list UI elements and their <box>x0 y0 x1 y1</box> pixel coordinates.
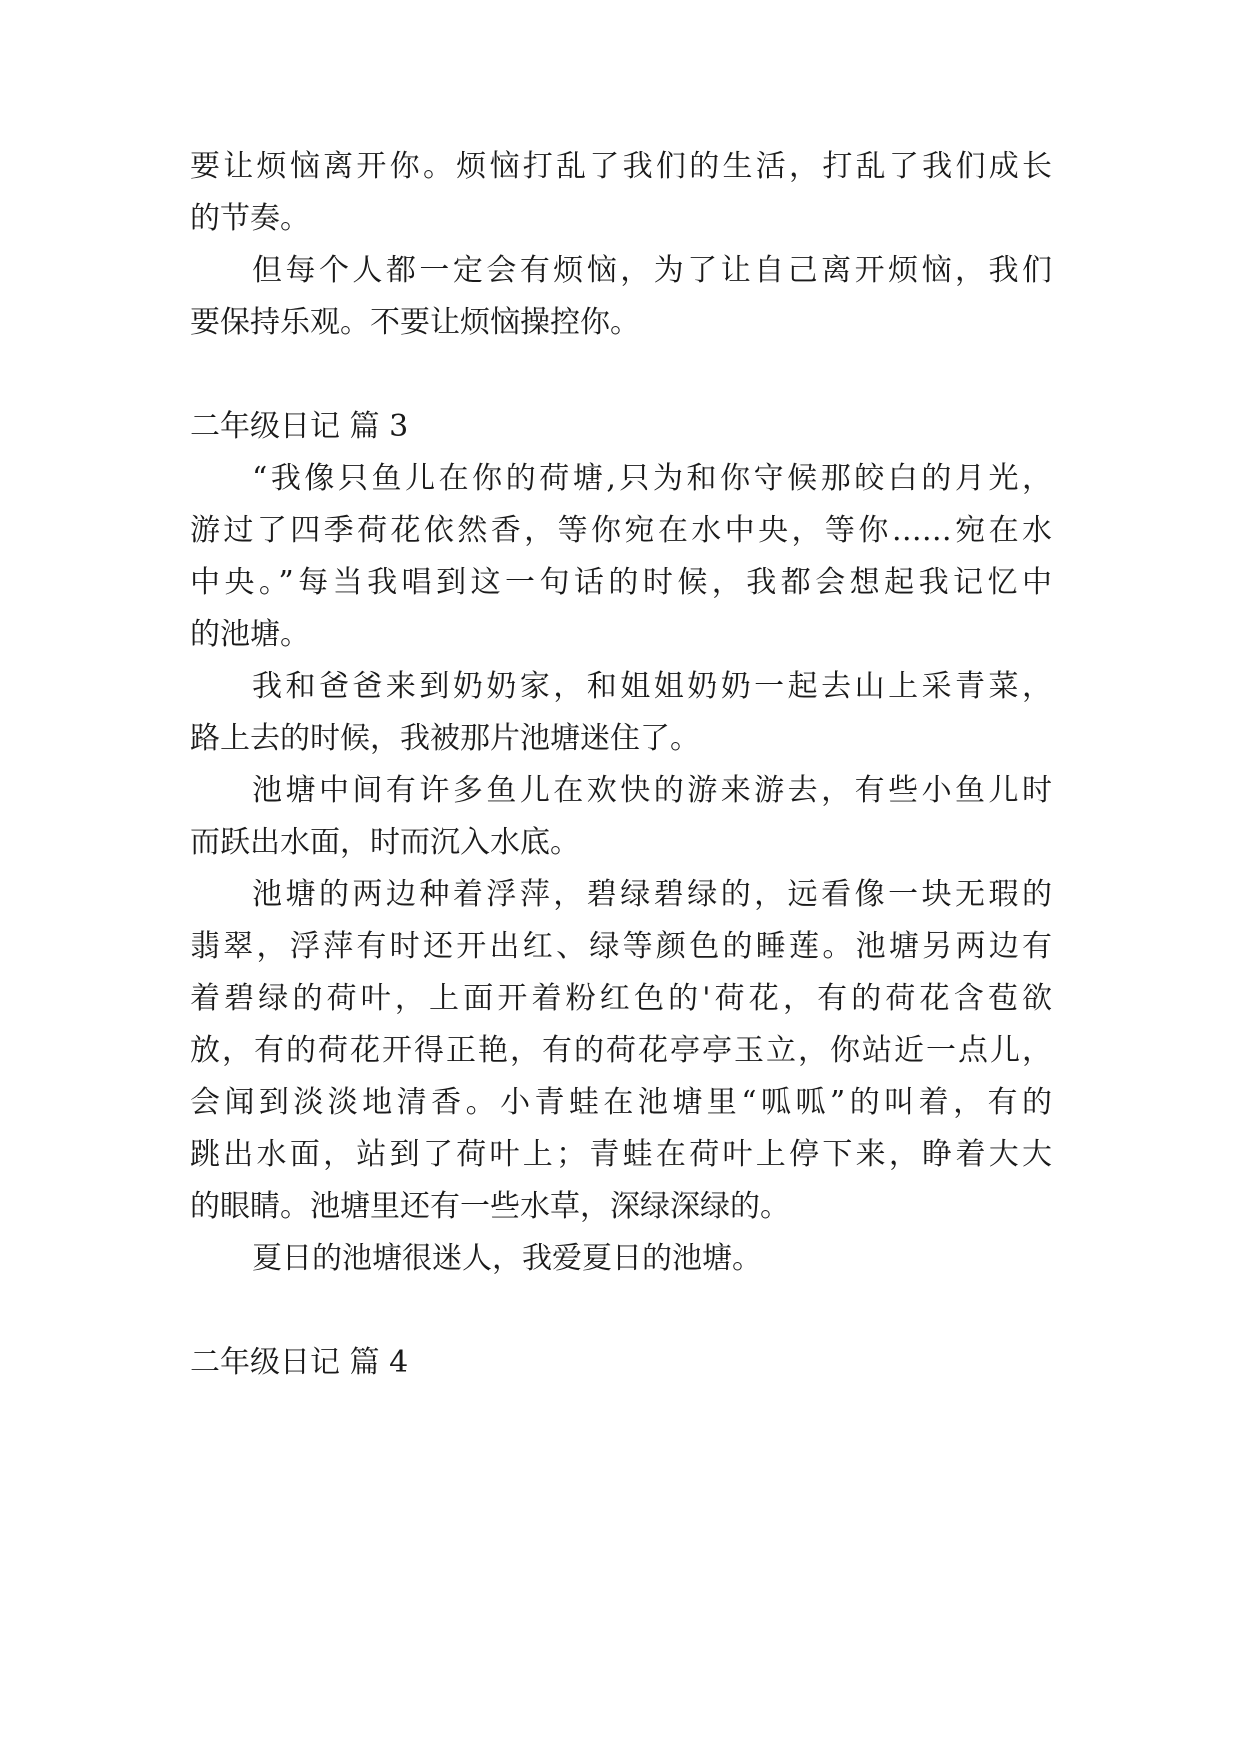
text-line: 的池塘。 <box>190 617 310 652</box>
text-line: 而跃出水面，时而沉入水底。 <box>190 825 580 860</box>
text-line: 要保持乐观。不要让烦恼操控你。 <box>190 305 640 340</box>
section-heading: 二年级日记 篇 3 <box>190 409 409 444</box>
text-line: 游过了四季荷花依然香，等你宛在水中央，等你……宛在水 <box>190 513 1052 548</box>
text-line: “我像只鱼儿在你的荷塘,只为和你守候那皎白的月光， <box>252 461 1052 496</box>
text-line: 的节奏。 <box>190 201 310 236</box>
text-line: 池塘中间有许多鱼儿在欢快的游来游去，有些小鱼儿时 <box>252 773 1052 808</box>
text-line: 的眼睛。池塘里还有一些水草，深绿深绿的。 <box>190 1189 790 1224</box>
text-line: 池塘的两边种着浮萍，碧绿碧绿的，远看像一块无瑕的 <box>252 877 1052 912</box>
text-line: 路上去的时候，我被那片池塘迷住了。 <box>190 721 700 756</box>
text-line: 我和爸爸来到奶奶家，和姐姐奶奶一起去山上采青菜， <box>252 669 1052 704</box>
text-line: 要让烦恼离开你。烦恼打乱了我们的生活，打乱了我们成长 <box>190 149 1052 184</box>
text-line: 会闻到淡淡地清香。小青蛙在池塘里“呱呱”的叫着，有的 <box>190 1085 1052 1120</box>
text-line: 翡翠，浮萍有时还开出红、绿等颜色的睡莲。池塘另两边有 <box>190 929 1052 964</box>
text-line: 跳出水面，站到了荷叶上；青蛙在荷叶上停下来，睁着大大 <box>190 1137 1052 1172</box>
text-line: 中央。”每当我唱到这一句话的时候，我都会想起我记忆中 <box>190 565 1052 600</box>
section-heading: 二年级日记 篇 4 <box>190 1345 409 1380</box>
text-line: 夏日的池塘很迷人，我爱夏日的池塘。 <box>252 1241 762 1276</box>
text-line: 但每个人都一定会有烦恼，为了让自己离开烦恼，我们 <box>252 253 1052 288</box>
text-line: 着碧绿的荷叶，上面开着粉红色的'荷花，有的荷花含苞欲 <box>190 981 1052 1016</box>
text-line: 放，有的荷花开得正艳，有的荷花亭亭玉立，你站近一点儿， <box>190 1033 1052 1068</box>
